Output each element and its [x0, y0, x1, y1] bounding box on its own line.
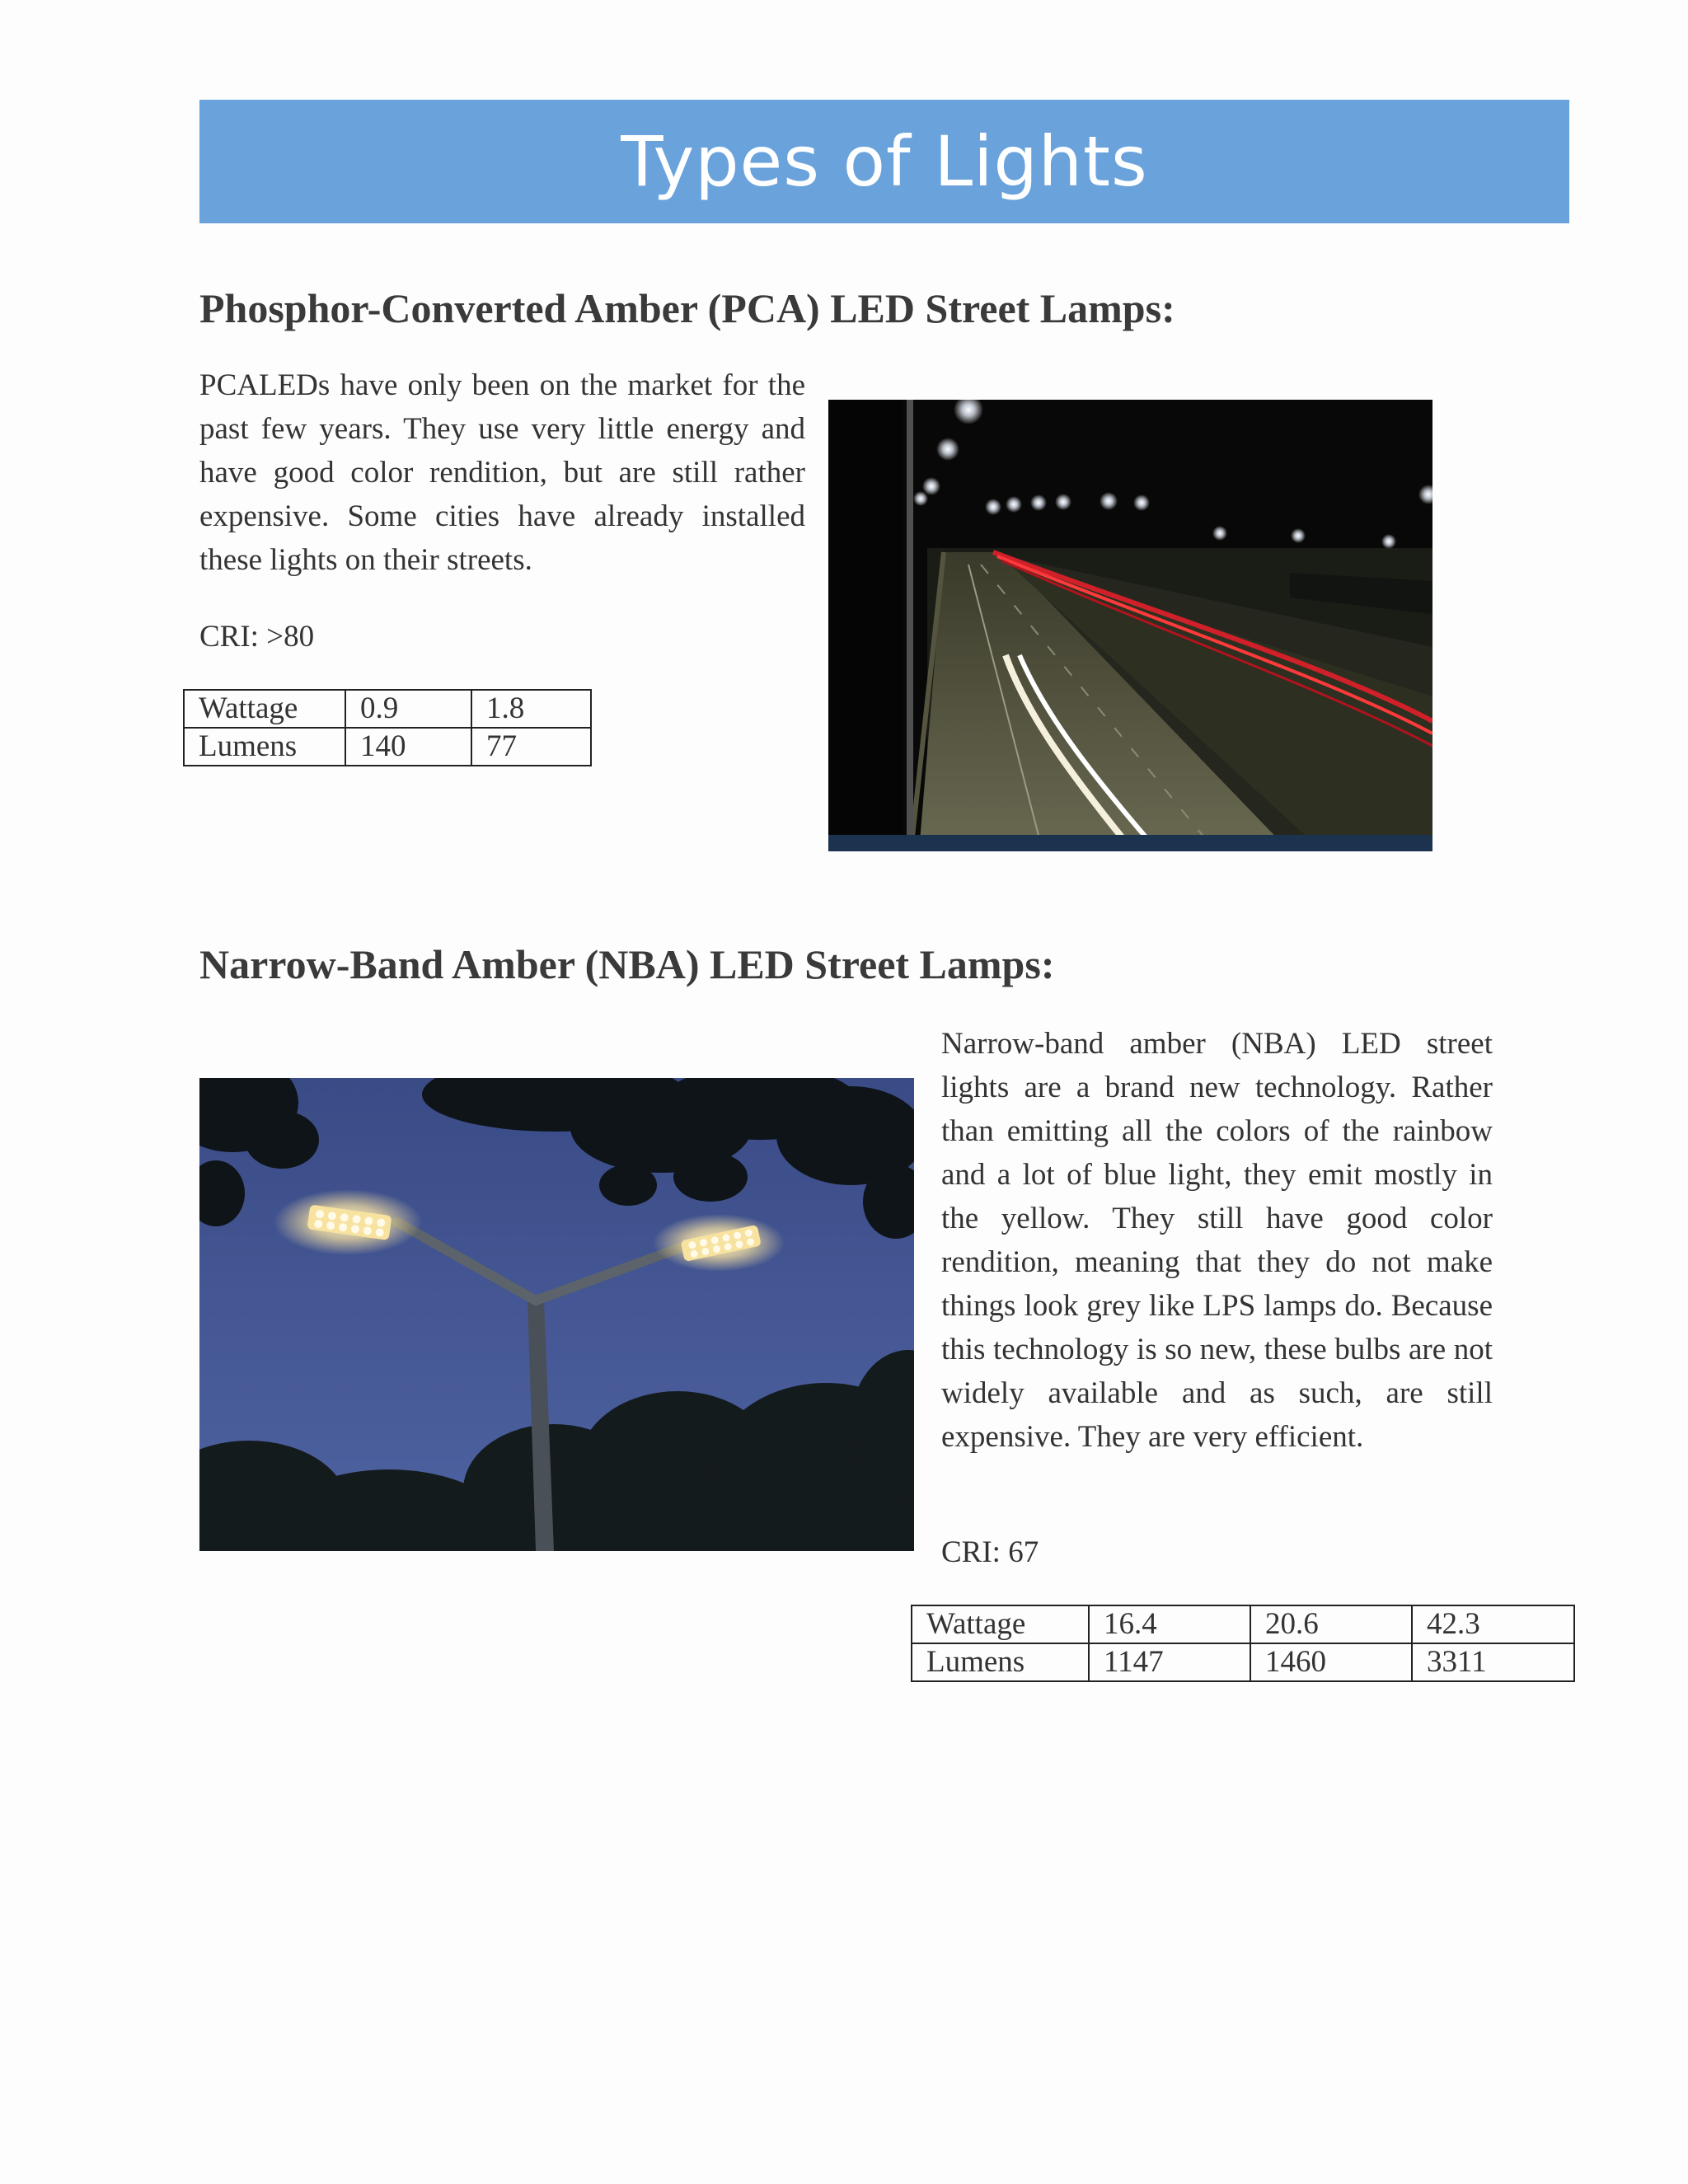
table-row: [184, 728, 591, 766]
table-cell: 42.3: [1412, 1605, 1574, 1643]
pca-cri: CRI: >80: [199, 620, 315, 654]
table-cell: Lumens: [184, 728, 345, 766]
table-cell: 1.8: [471, 690, 591, 728]
table-cell: 16.4: [1089, 1605, 1250, 1643]
pca-description: PCALEDs have only been on the market for the past few years. They use very little energy and have good color rendition, but are still rather expensive. Some cities have already installed these lights on their streets.: [199, 368, 805, 577]
nba-cri: CRI: 67: [941, 1535, 1039, 1569]
table-row: [912, 1643, 1574, 1681]
table-cell: 1460: [1250, 1643, 1412, 1681]
table-row: [912, 1605, 1574, 1643]
table-cell: Lumens: [912, 1643, 1089, 1681]
table-cell: Wattage: [184, 690, 345, 728]
title-banner: [199, 100, 1569, 223]
page-title: Types of Lights: [621, 121, 1148, 202]
table-cell: 3311: [1412, 1643, 1574, 1681]
streetlamp-dusk-photo: [199, 1078, 914, 1551]
nba-description: Narrow-band amber (NBA) LED street lights are a brand new technology. Rather than emitting all the colors of the rainbow and a lot of blue light, they emit mostly in the yellow. They still have good color rendition, meaning that they do not make things look grey like LPS lamps do. Because this technology is so new, these bulbs are not widely available and as such, are still expensive. They are very efficient.: [941, 1027, 1493, 1454]
section-heading-nba: Narrow-Band Amber (NBA) LED Street Lamps:: [199, 941, 1055, 987]
table-cell: 140: [345, 728, 471, 766]
highway-night-photo: [828, 400, 1432, 851]
table-cell: 20.6: [1250, 1605, 1412, 1643]
nba-table: [911, 1605, 1575, 1682]
pca-table: [183, 689, 592, 766]
table-row: [184, 690, 591, 728]
table-cell: 1147: [1089, 1643, 1250, 1681]
table-cell: Wattage: [912, 1605, 1089, 1643]
table-cell: 77: [471, 728, 591, 766]
section-heading-pca: Phosphor-Converted Amber (PCA) LED Street Lamps:: [199, 285, 1175, 331]
table-cell: 0.9: [345, 690, 471, 728]
